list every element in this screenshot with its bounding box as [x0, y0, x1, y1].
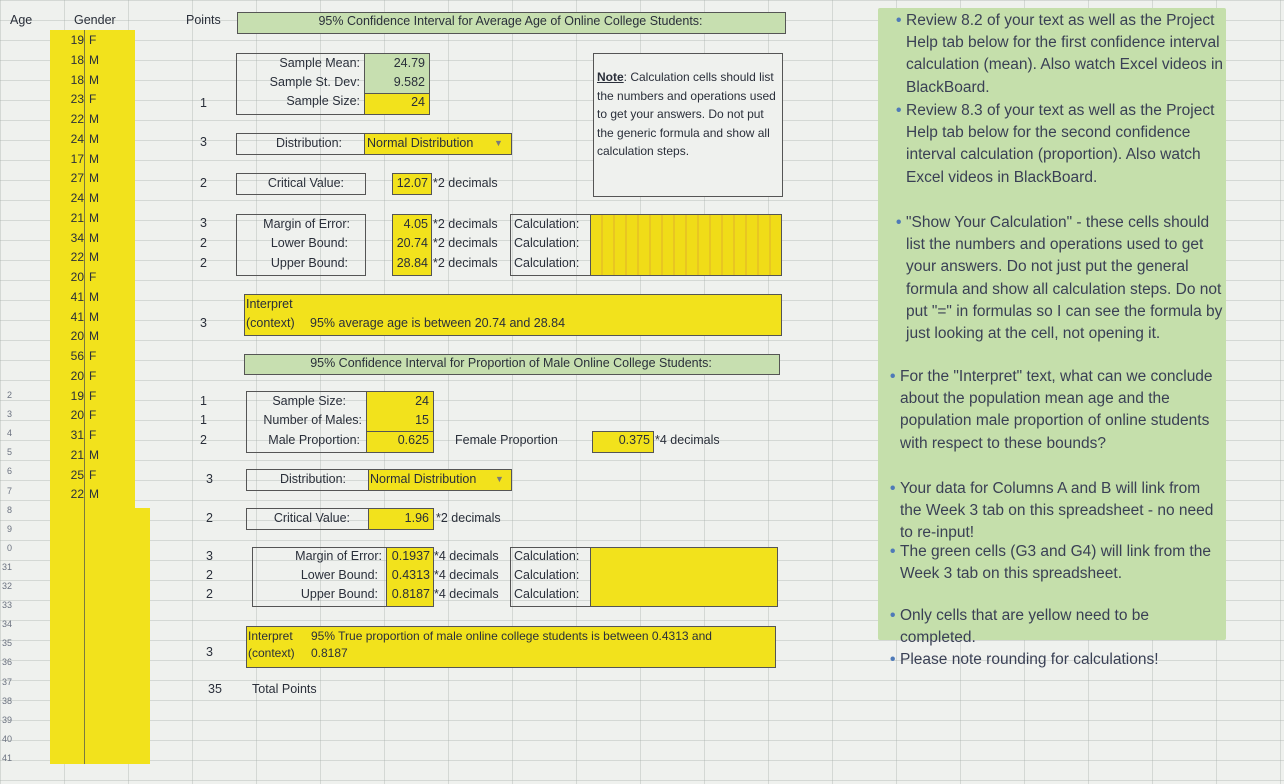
gender-cell[interactable]: M [89, 112, 99, 126]
age-cell[interactable]: 27 [70, 171, 84, 186]
points-total[interactable]: 35 [208, 682, 222, 696]
sample-sd-label: Sample St. Dev: [269, 75, 360, 89]
age-cell[interactable]: 24 [70, 191, 84, 205]
sample-mean-label: Sample Mean: [279, 56, 360, 70]
row-number[interactable]: 36 [1, 657, 12, 668]
age-cell[interactable]: 25 [70, 467, 84, 482]
bullet-icon: • [890, 543, 896, 560]
instruction-item [882, 10, 1227, 99]
points-3[interactable]: 2 [200, 176, 207, 190]
instruction-text: Your data for Columns A and B will link from the Week 3 tab on this spreadsheet - no need to re-input! [900, 480, 1214, 542]
sample-mean-value: 24.79 [393, 56, 425, 70]
upper-note: *2 decimals [433, 256, 498, 270]
age-cell[interactable]: 18 [70, 72, 84, 87]
instruction-text: For the "Interpret" text, what can we conclude about the population mean age and the population male proportion of online students with respect to these bounds? [900, 368, 1213, 452]
age-cell[interactable]: 22 [70, 250, 84, 265]
interpret-label-2: (context) [246, 316, 295, 330]
gender-cell[interactable]: M [89, 151, 99, 166]
prop-title: 95% Confidence Interval for Proportion of Male Online College Students: [310, 356, 712, 370]
prop-calc-label-2: Calculation: [514, 568, 580, 582]
age-cell[interactable]: 21 [70, 210, 84, 225]
instruction-item [882, 212, 1227, 345]
prop-critical-value: 1.96 [404, 511, 429, 525]
age-cell[interactable]: 20 [70, 408, 84, 423]
prop-moe-value: 0.1937 [391, 549, 430, 563]
dropdown-arrow-icon[interactable]: ▼ [495, 474, 504, 484]
prop-upper-label: Upper Bound: [300, 587, 378, 601]
prop-distribution-label: Distribution: [280, 472, 346, 486]
dropdown-arrow-icon[interactable]: ▼ [494, 138, 503, 148]
female-prop-label: Female Proportion [455, 433, 558, 447]
instruction-text: Only cells that are yellow need to be completed. [900, 607, 1149, 647]
critical-label: Critical Value: [267, 176, 344, 190]
points-q8[interactable]: 2 [206, 587, 213, 601]
sample-size-value: 24 [411, 95, 425, 109]
critical-note: *2 decimals [433, 176, 498, 190]
gender-cell[interactable]: F [89, 349, 97, 363]
prop-upper-note: *4 decimals [434, 587, 499, 601]
distribution-label: Distribution: [276, 136, 342, 150]
sample-sd-value: 9.582 [393, 75, 425, 89]
row-number[interactable]: 6 [6, 466, 12, 477]
lower-note: *2 decimals [433, 236, 498, 250]
age-cell[interactable]: 31 [70, 428, 84, 442]
row-number[interactable]: 33 [1, 600, 12, 611]
distribution-value: Normal Distribution [367, 136, 474, 150]
points-q9[interactable]: 3 [206, 645, 213, 659]
gender-cell[interactable]: M [89, 72, 99, 87]
row-number[interactable]: 35 [1, 638, 12, 649]
sample-size-label: Sample Size: [286, 94, 360, 108]
gender-cell[interactable]: F [89, 428, 97, 442]
prop-lower-note: *4 decimals [434, 568, 499, 582]
prop-calc-input-cells[interactable] [590, 547, 778, 607]
moe-label: Margin of Error: [263, 217, 350, 231]
row-number[interactable]: 39 [1, 714, 12, 725]
row-number[interactable]: 31 [1, 561, 12, 572]
note-body: : Calculation cells should list the numbers and operations used to get your answers. Do not put the generic formula and show all calculation steps. [597, 70, 776, 158]
interpret-label-1: Interpret [246, 297, 293, 311]
bullet-icon: • [896, 102, 902, 119]
instruction-item [876, 366, 1221, 455]
row-number[interactable]: 40 [1, 733, 12, 744]
gender-cell[interactable]: M [89, 447, 99, 462]
row-number[interactable]: 32 [1, 581, 12, 591]
row-number[interactable]: 3 [6, 409, 12, 420]
age-cell[interactable]: 41 [70, 309, 84, 324]
points-4[interactable]: 3 [200, 216, 207, 230]
mean-calc-input-cells[interactable] [590, 214, 782, 276]
male-prop-label: Male Proportion: [268, 433, 360, 447]
points-q6[interactable]: 3 [206, 549, 213, 563]
points-5[interactable]: 2 [200, 236, 207, 250]
row-number[interactable]: 34 [1, 619, 12, 630]
calc-label-3: Calculation: [514, 256, 580, 270]
gender-cell[interactable]: F [89, 368, 97, 383]
lower-value: 20.74 [396, 236, 428, 250]
prop-calc-label-3: Calculation: [514, 587, 580, 601]
age-cell[interactable]: 22 [70, 112, 84, 126]
instruction-text: The green cells (G3 and G4) will link from the Week 3 tab on this spreadsheet. [900, 543, 1211, 583]
age-cell[interactable]: 20 [70, 368, 84, 383]
instruction-text: Review 8.3 of your text as well as the Project Help tab below for the second confidence interval calculation (proportion). Also watch Excel videos in BlackBoard. [906, 102, 1215, 186]
gender-cell[interactable]: M [89, 487, 99, 502]
points-q3[interactable]: 2 [200, 433, 207, 447]
age-cell[interactable]: 22 [70, 487, 84, 502]
lower-label: Lower Bound: [270, 236, 348, 250]
header-points[interactable]: Points [186, 13, 221, 27]
gender-cell[interactable]: M [89, 230, 99, 245]
bullet-icon: • [896, 12, 902, 29]
prop-sample-size-value: 24 [415, 394, 429, 408]
prop-critical-note: *2 decimals [436, 511, 501, 525]
bullet-icon: • [896, 214, 902, 231]
gender-cell[interactable]: F [89, 92, 97, 107]
points-q7[interactable]: 2 [206, 568, 213, 582]
gender-cell[interactable]: M [89, 250, 99, 265]
age-cell[interactable]: 19 [70, 33, 84, 47]
prop-interpret-label-1: Interpret [248, 629, 293, 643]
gender-cell[interactable]: M [89, 131, 99, 146]
upper-label: Upper Bound: [270, 256, 348, 270]
prop-critical-label: Critical Value: [273, 511, 350, 525]
row-number[interactable]: 5 [6, 447, 12, 458]
prop-moe-label: Margin of Error: [295, 549, 382, 563]
column-divider [84, 30, 85, 764]
gender-cell[interactable]: F [89, 33, 97, 47]
mean-title: 95% Confidence Interval for Average Age of Online College Students: [318, 14, 703, 28]
moe-value: 4.05 [403, 217, 428, 231]
header-gender[interactable]: Gender [74, 13, 116, 27]
prop-sample-size-label: Sample Size: [272, 394, 346, 408]
males-label: Number of Males: [263, 413, 362, 427]
female-note: *4 decimals [655, 433, 720, 447]
gender-cell[interactable]: M [89, 191, 99, 205]
row-number[interactable]: 4 [6, 428, 12, 439]
points-6[interactable]: 2 [200, 256, 207, 270]
bullet-icon: • [890, 651, 896, 668]
gender-cell[interactable]: M [89, 52, 99, 67]
note-bold: Note [597, 70, 624, 84]
header-age[interactable]: Age [10, 13, 33, 27]
prop-distribution-value: Normal Distribution [370, 472, 477, 486]
instruction-item [876, 541, 1221, 585]
critical-value: 12.07 [396, 176, 428, 190]
age-cell[interactable]: 19 [70, 388, 84, 403]
calc-label-1: Calculation: [514, 217, 580, 231]
row-number[interactable]: 41 [1, 752, 12, 763]
instruction-text: "Show Your Calculation" - these cells should list the numbers and operations used to get your answers. Do not just put the general formula and show all calculation steps. Do not put "=" in formulas so I can see the formula by just looking at the cell, not opening it. [906, 214, 1223, 343]
moe-note: *2 decimals [433, 217, 498, 231]
gender-cell[interactable]: F [89, 388, 97, 403]
bullet-icon: • [890, 480, 896, 497]
prop-lower-label: Lower Bound: [300, 568, 378, 582]
note-text [597, 68, 781, 161]
prop-interpret-label-2: (context) [248, 646, 295, 660]
age-cell[interactable]: 56 [70, 349, 84, 363]
gender-cell[interactable]: F [89, 408, 97, 423]
males-value: 15 [415, 413, 429, 427]
row-number[interactable]: 38 [1, 695, 12, 706]
male-prop-value: 0.625 [397, 433, 429, 447]
gender-cell[interactable]: M [89, 309, 99, 324]
points-1[interactable]: 1 [200, 96, 207, 110]
instruction-item [876, 478, 1221, 545]
points-q1[interactable]: 1 [200, 394, 207, 408]
gender-cell[interactable]: M [89, 210, 99, 225]
prop-upper-value: 0.8187 [391, 587, 430, 601]
prop-lower-value: 0.4313 [391, 568, 430, 582]
prop-moe-note: *4 decimals [434, 549, 499, 563]
row-number[interactable]: 9 [6, 523, 12, 534]
gender-cell[interactable]: M [89, 171, 99, 186]
calc-label-2: Calculation: [514, 236, 580, 250]
age-cell[interactable]: 41 [70, 289, 84, 304]
female-prop-value: 0.375 [618, 433, 650, 447]
age-cell[interactable]: 20 [70, 270, 84, 284]
age-cell[interactable]: 21 [70, 447, 84, 462]
points-7[interactable]: 3 [200, 316, 207, 330]
age-cell[interactable]: 24 [70, 131, 84, 146]
bullet-icon: • [890, 607, 896, 624]
age-cell[interactable]: 23 [70, 92, 84, 107]
points-2[interactable]: 3 [200, 135, 207, 149]
instruction-item [876, 649, 1221, 671]
empty-yellow-cells [50, 508, 150, 764]
upper-value: 28.84 [396, 256, 428, 270]
total-points-label: Total Points [252, 682, 317, 696]
bullet-icon: • [890, 368, 896, 385]
row-number[interactable]: 2 [6, 390, 12, 400]
points-q2[interactable]: 1 [200, 413, 207, 427]
age-cell[interactable]: 34 [70, 230, 84, 245]
age-cell[interactable]: 18 [70, 52, 84, 67]
instruction-item [876, 605, 1221, 649]
row-number[interactable]: 7 [6, 485, 12, 496]
instruction-item [882, 100, 1227, 189]
gender-cell[interactable]: F [89, 467, 97, 482]
points-q5[interactable]: 2 [206, 511, 213, 525]
mean-interpret-text: 95% average age is between 20.74 and 28.84 [310, 316, 566, 330]
gender-cell[interactable]: M [89, 289, 99, 304]
row-number[interactable]: 37 [1, 676, 12, 687]
gender-cell[interactable]: M [89, 329, 99, 344]
instruction-text: Review 8.2 of your text as well as the Project Help tab below for the first confidence interval calculation (mean). Also watch Excel videos in BlackBoard. [906, 12, 1224, 96]
age-cell[interactable]: 20 [70, 329, 84, 344]
instruction-text: Please note rounding for calculations! [900, 651, 1159, 668]
age-cell[interactable]: 17 [70, 151, 84, 166]
prop-interpret-text-1: 95% True proportion of male online college students is between 0.4313 and [311, 629, 712, 643]
row-number[interactable]: 0 [6, 542, 12, 553]
prop-calc-label-1: Calculation: [514, 549, 580, 563]
prop-interpret-text-2: 0.8187 [311, 646, 348, 660]
row-number[interactable]: 8 [6, 504, 12, 515]
points-q4[interactable]: 3 [206, 472, 213, 486]
gender-cell[interactable]: F [89, 270, 97, 284]
